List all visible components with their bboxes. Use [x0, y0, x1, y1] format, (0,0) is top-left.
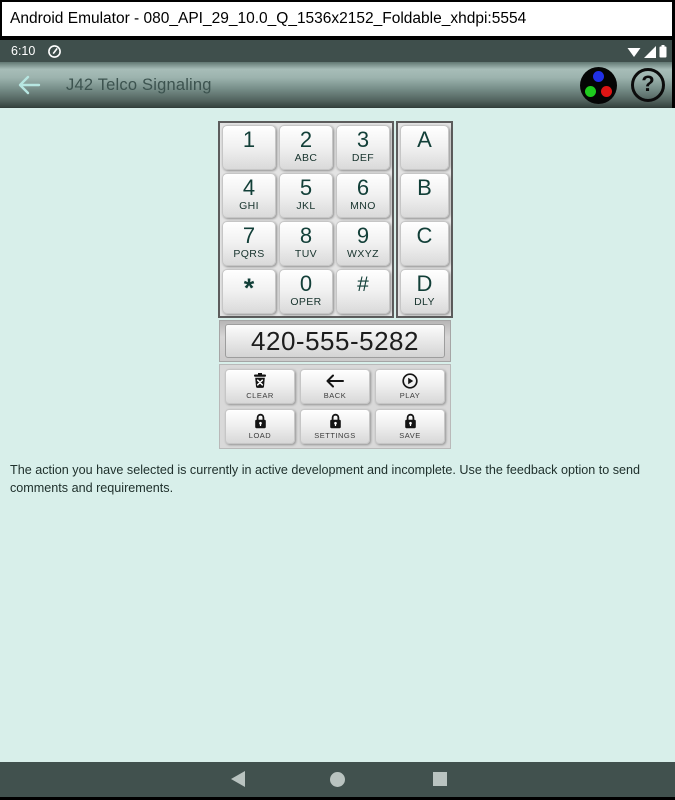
- key-digit: D: [416, 271, 433, 296]
- save-button[interactable]: [375, 409, 445, 444]
- lock-icon: [254, 413, 267, 428]
- lock-icon: [329, 413, 342, 428]
- rgb-logo-icon[interactable]: [580, 67, 617, 104]
- back-button[interactable]: [300, 369, 370, 404]
- key-letters: GHI: [239, 200, 259, 212]
- page-title: J42 Telco Signaling: [66, 75, 212, 94]
- key-digit: 6: [356, 175, 370, 200]
- window-title: Android Emulator - 080_API_29_10.0_Q_1536x2152_Foldable_xhdpi:5554: [10, 10, 527, 27]
- key-letters: MNO: [350, 200, 376, 212]
- key-digit: 1: [242, 127, 256, 152]
- battery-icon: [659, 45, 667, 58]
- signal-icon: [644, 46, 656, 58]
- play-icon: [402, 373, 418, 388]
- key-digit: 9: [356, 223, 370, 248]
- key-letters: DLY: [414, 296, 435, 308]
- key-b[interactable]: [400, 173, 449, 218]
- key-letters: ABC: [294, 152, 318, 164]
- key-digit: 4: [242, 175, 256, 200]
- load-button[interactable]: [225, 409, 295, 444]
- keypad-main: [218, 121, 394, 318]
- control-label: BACK: [323, 391, 347, 400]
- key-digit: #: [357, 273, 369, 296]
- logo-green-dot: [585, 86, 596, 97]
- key-digit: 7: [242, 223, 256, 248]
- key-d[interactable]: [400, 269, 449, 314]
- controls-panel: [219, 364, 451, 449]
- key-letters: DEF: [351, 152, 375, 164]
- key-digit: 8: [299, 223, 313, 248]
- key-digit: 5: [299, 175, 313, 200]
- home-circle-icon[interactable]: [330, 772, 345, 787]
- key-digit: 0: [299, 271, 313, 296]
- key-digit: 3: [356, 127, 370, 152]
- key-digit: *: [243, 273, 255, 303]
- key-c[interactable]: [400, 221, 449, 266]
- key-0[interactable]: [279, 269, 333, 314]
- wifi-icon: [627, 46, 641, 58]
- lock-icon: [404, 413, 417, 428]
- key-3[interactable]: [336, 125, 390, 170]
- navigation-bar: [0, 762, 675, 797]
- data-saver-icon: [47, 44, 62, 59]
- trash-icon: [253, 373, 267, 388]
- status-right-icons: [627, 45, 667, 58]
- key-digit: 2: [299, 127, 313, 152]
- control-label: SAVE: [399, 431, 421, 440]
- back-arrow-icon[interactable]: [12, 68, 46, 102]
- help-glyph: ?: [641, 71, 655, 96]
- display-panel: [219, 320, 451, 362]
- key-9[interactable]: [336, 221, 390, 266]
- settings-button[interactable]: [300, 409, 370, 444]
- key-letters: PQRS: [233, 248, 265, 260]
- key-6[interactable]: [336, 173, 390, 218]
- key-hash[interactable]: [336, 269, 390, 314]
- number-display-value: 420-555-5282: [251, 325, 419, 356]
- logo-blue-dot: [593, 71, 604, 82]
- control-label: LOAD: [248, 431, 272, 440]
- play-button[interactable]: [375, 369, 445, 404]
- key-digit: C: [416, 223, 433, 248]
- development-message: The action you have selected is currently in active development and incomplete. Use the feedback option to send comments and requirements.: [10, 463, 641, 496]
- logo-red-dot: [601, 86, 612, 97]
- status-bar: [0, 40, 675, 62]
- window-titlebar: [0, 0, 675, 36]
- control-label: PLAY: [399, 391, 421, 400]
- keypad-side: [396, 121, 453, 318]
- key-7[interactable]: [222, 221, 276, 266]
- clear-button[interactable]: [225, 369, 295, 404]
- key-letters: JKL: [296, 200, 316, 212]
- app-bar: [0, 62, 675, 108]
- back-triangle-icon[interactable]: [231, 771, 245, 787]
- recents-square-icon[interactable]: [433, 772, 447, 786]
- number-display[interactable]: [225, 324, 445, 358]
- key-letters: TUV: [294, 248, 318, 260]
- key-letters: WXYZ: [347, 248, 379, 260]
- back-arrow-icon: [326, 373, 344, 388]
- control-label: CLEAR: [246, 391, 274, 400]
- key-5[interactable]: [279, 173, 333, 218]
- key-1[interactable]: [222, 125, 276, 170]
- key-digit: B: [417, 175, 432, 200]
- key-a[interactable]: [400, 125, 449, 170]
- key-letters: OPER: [290, 296, 322, 308]
- key-8[interactable]: [279, 221, 333, 266]
- key-4[interactable]: [222, 173, 276, 218]
- key-2[interactable]: [279, 125, 333, 170]
- key-star[interactable]: [222, 269, 276, 314]
- help-icon[interactable]: [631, 68, 665, 102]
- control-label: SETTINGS: [314, 431, 356, 440]
- status-time: 6:10: [11, 44, 36, 58]
- key-digit: A: [417, 127, 432, 152]
